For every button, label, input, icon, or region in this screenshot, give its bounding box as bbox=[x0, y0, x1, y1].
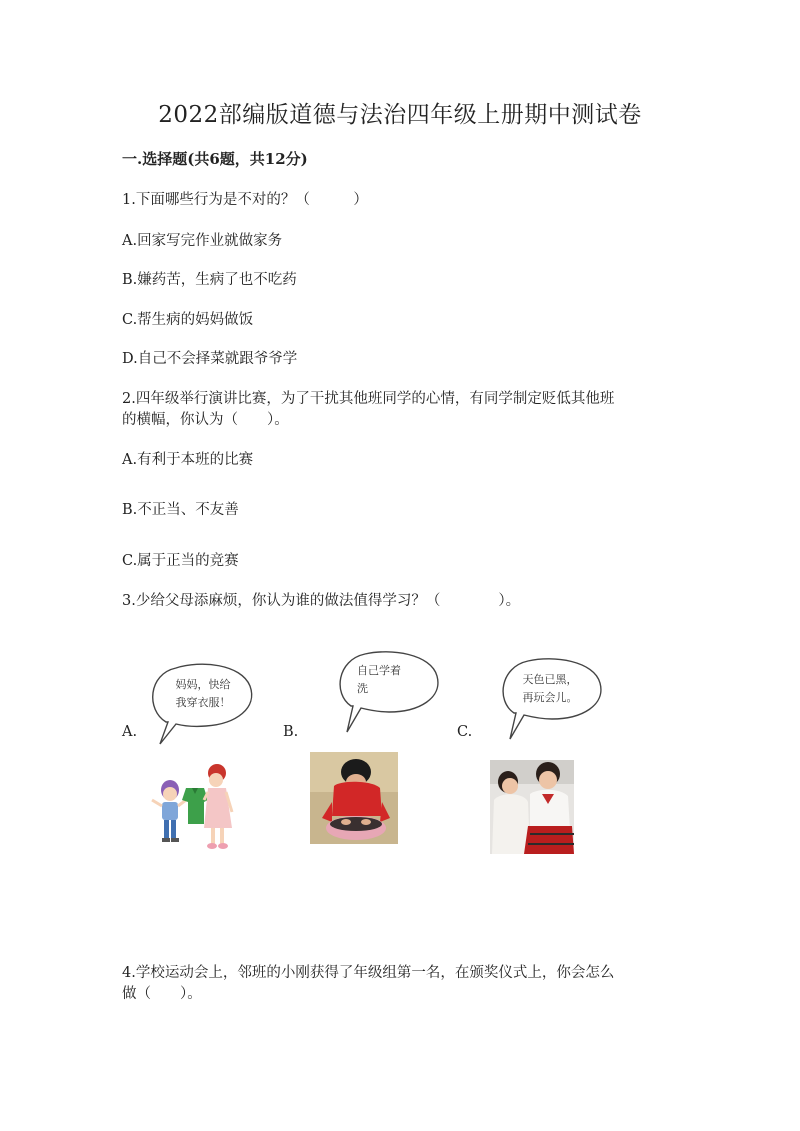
question-2-option-a: A.有利于本班的比赛 bbox=[122, 452, 254, 468]
question-1-option-b: B.嫌药苦，生病了也不吃药 bbox=[122, 272, 297, 288]
speech-bubble-c-line-1: 天色已黑， bbox=[522, 673, 578, 686]
question-3-stem: 3.少给父母添麻烦，你认为谁的做法值得学习？（ ）。 bbox=[122, 593, 521, 609]
page-title: 2022部编版道德与法治四年级上册期中测试卷 bbox=[158, 102, 642, 128]
speech-bubble-b-line-2: 洗 bbox=[357, 682, 368, 695]
speech-bubble-a bbox=[146, 660, 256, 750]
question-3-option-b-label: B. bbox=[283, 724, 299, 740]
question-1-stem: 1.下面哪些行为是不对的？（ ） bbox=[122, 192, 368, 208]
question-4-stem-line-2: 做（ ）。 bbox=[122, 986, 202, 1002]
question-3-option-a-label: A. bbox=[122, 724, 138, 740]
question-1-option-a: A.回家写完作业就做家务 bbox=[122, 233, 283, 249]
section-heading: 一.选择题(共6题，共12分) bbox=[122, 150, 308, 168]
question-4-stem-line-1: 4.学校运动会上，邻班的小刚获得了年级组第一名，在颁奖仪式上，你会怎么 bbox=[122, 965, 615, 981]
question-1-option-c: C.帮生病的妈妈做饭 bbox=[122, 312, 254, 328]
speech-bubble-c bbox=[496, 655, 606, 745]
question-2-option-c: C.属于正当的竞赛 bbox=[122, 553, 239, 569]
speech-bubble-a-line-2: 我穿衣服！ bbox=[175, 696, 231, 709]
question-1-option-d: D.自己不会择菜就跟爷爷学 bbox=[122, 351, 298, 367]
photo-children-playing bbox=[490, 760, 574, 854]
speech-bubble-b bbox=[333, 648, 443, 738]
question-2-stem-line-1: 2.四年级举行演讲比赛，为了干扰其他班同学的心情，有同学制定贬低其他班 bbox=[122, 391, 615, 407]
photo-girl-washing-clothes bbox=[310, 752, 398, 844]
speech-bubble-c-line-2: 再玩会儿。 bbox=[522, 691, 578, 704]
speech-bubble-b-line-1: 自己学着 bbox=[357, 664, 401, 677]
question-3-option-c-label: C. bbox=[457, 724, 473, 740]
illustration-mother-dressing-child bbox=[148, 760, 243, 852]
question-2-option-b: B.不正当、不友善 bbox=[122, 502, 239, 518]
question-2-stem-line-2: 的横幅，你认为（ ）。 bbox=[122, 412, 289, 428]
speech-bubble-a-line-1: 妈妈，快给 bbox=[175, 678, 231, 691]
